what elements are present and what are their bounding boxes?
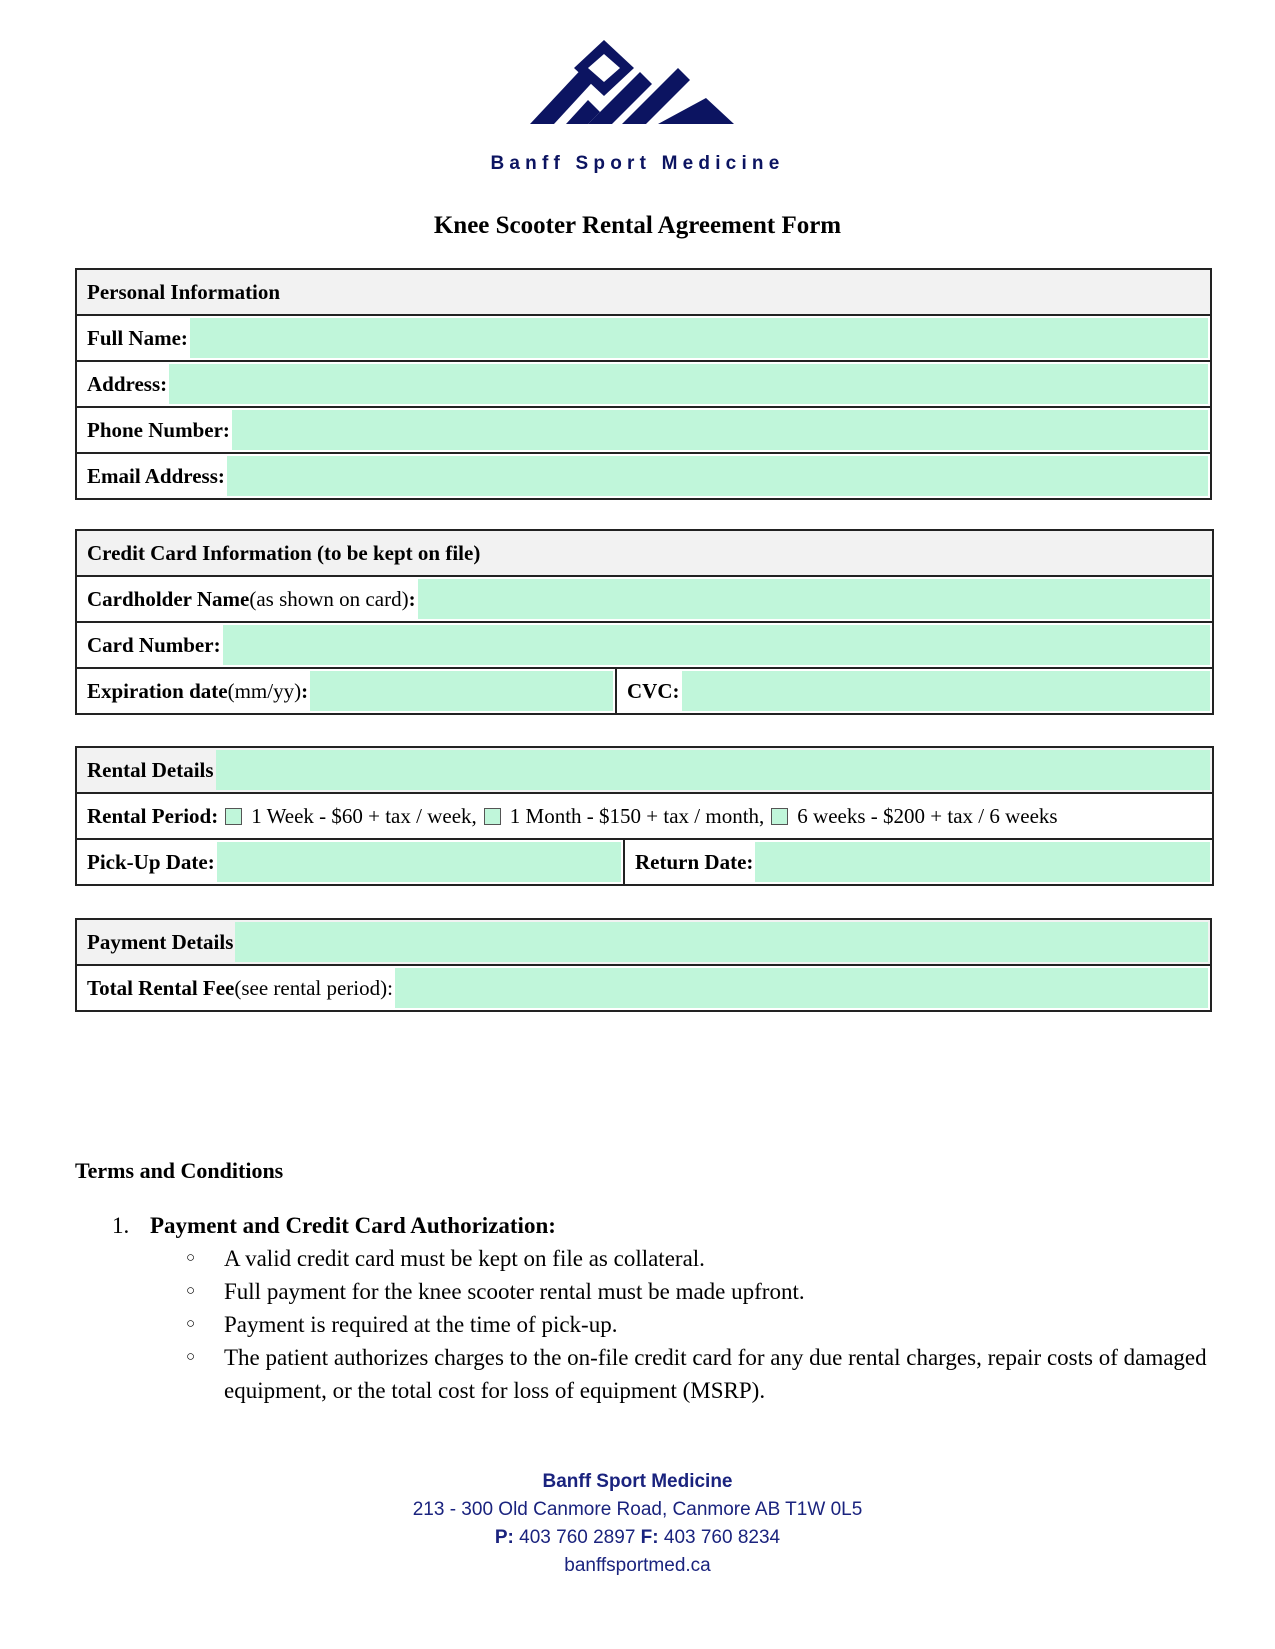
pickup-date-label: Pick-Up Date:: [87, 849, 215, 874]
mountain-logo-icon: [530, 40, 746, 132]
list-item: ○ A valid credit card must be kept on file as collateral.: [186, 1242, 1216, 1275]
option-6-weeks-label: 6 weeks - $200 + tax / 6 weeks: [797, 803, 1058, 828]
rental-details-header: Rental Details: [87, 757, 214, 782]
return-date-field[interactable]: [755, 842, 1210, 882]
phone-field[interactable]: [232, 410, 1208, 450]
cvc-label: CVC:: [627, 678, 680, 703]
checkbox-1-month[interactable]: [484, 808, 501, 825]
full-name-field[interactable]: [190, 318, 1208, 358]
terms-item-number: 1.: [112, 1213, 130, 1238]
card-number-field[interactable]: [223, 625, 1210, 665]
personal-info-section: [75, 268, 1212, 500]
cardholder-label: Cardholder Name (as shown on card) :: [87, 586, 416, 611]
pickup-date-field[interactable]: [217, 842, 621, 882]
footer-contact: P: 403 760 2897 F: 403 760 8234: [494, 1527, 781, 1548]
footer-website[interactable]: banffsportmed.ca: [564, 1555, 711, 1576]
terms-item-title: Payment and Credit Card Authorization:: [150, 1213, 556, 1238]
rental-period-row: [77, 794, 1060, 838]
option-1-week-label: 1 Week - $60 + tax / week,: [251, 803, 477, 828]
expiration-field[interactable]: [310, 671, 613, 711]
personal-info-header: Personal Information: [87, 279, 281, 304]
email-field[interactable]: [227, 456, 1208, 496]
footer: [0, 1468, 1275, 1580]
payment-details-field[interactable]: [235, 922, 1208, 962]
hollow-bullet-icon: ○: [186, 1316, 196, 1332]
footer-address: 213 - 300 Old Canmore Road, Canmore AB T1W 0L5: [412, 1499, 863, 1520]
cardholder-field[interactable]: [418, 579, 1210, 619]
payment-details-section: [75, 918, 1212, 1012]
address-label: Address:: [87, 371, 168, 396]
hollow-bullet-icon: ○: [186, 1250, 196, 1266]
return-date-label: Return Date:: [635, 849, 754, 874]
card-number-label: Card Number:: [87, 632, 221, 657]
expiration-label: Expiration date (mm/yy) :: [87, 678, 309, 703]
rental-period-label: Rental Period:: [87, 803, 219, 828]
credit-card-header: Credit Card Information (to be kept on file): [87, 540, 481, 565]
payment-details-header: Payment Details: [87, 929, 234, 954]
cvc-field[interactable]: [682, 671, 1211, 711]
page-title: Knee Scooter Rental Agreement Form: [433, 212, 842, 239]
list-item: ○ Payment is required at the time of pick-up.: [186, 1308, 1216, 1341]
option-1-month-label: 1 Month - $150 + tax / month,: [509, 803, 765, 828]
list-item: ○ Full payment for the knee scooter rental must be made upfront.: [186, 1275, 1216, 1308]
checkbox-1-week[interactable]: [225, 808, 242, 825]
address-field[interactable]: [169, 364, 1208, 404]
rental-details-field[interactable]: [216, 750, 1210, 790]
footer-name: Banff Sport Medicine: [542, 1471, 733, 1492]
email-label: Email Address:: [87, 463, 225, 488]
total-fee-field[interactable]: [395, 968, 1208, 1008]
list-item: ○ The patient authorizes charges to the on-file credit card for any due rental charges, repair costs of damaged equipment, or the total cost for loss of equipment (MSRP).: [186, 1341, 1216, 1407]
total-fee-label: Total Rental Fee (see rental period):: [87, 975, 393, 1000]
rental-details-section: [75, 746, 1214, 886]
terms-bullet-list: [186, 1242, 1216, 1407]
credit-card-section: [75, 529, 1214, 715]
checkbox-6-weeks[interactable]: [771, 808, 788, 825]
hollow-bullet-icon: ○: [186, 1349, 196, 1365]
full-name-label: Full Name:: [87, 325, 188, 350]
phone-label: Phone Number:: [87, 417, 230, 442]
hollow-bullet-icon: ○: [186, 1283, 196, 1299]
brand-name: Banff Sport Medicine: [490, 153, 785, 174]
terms-heading: Terms and Conditions: [75, 1158, 284, 1183]
